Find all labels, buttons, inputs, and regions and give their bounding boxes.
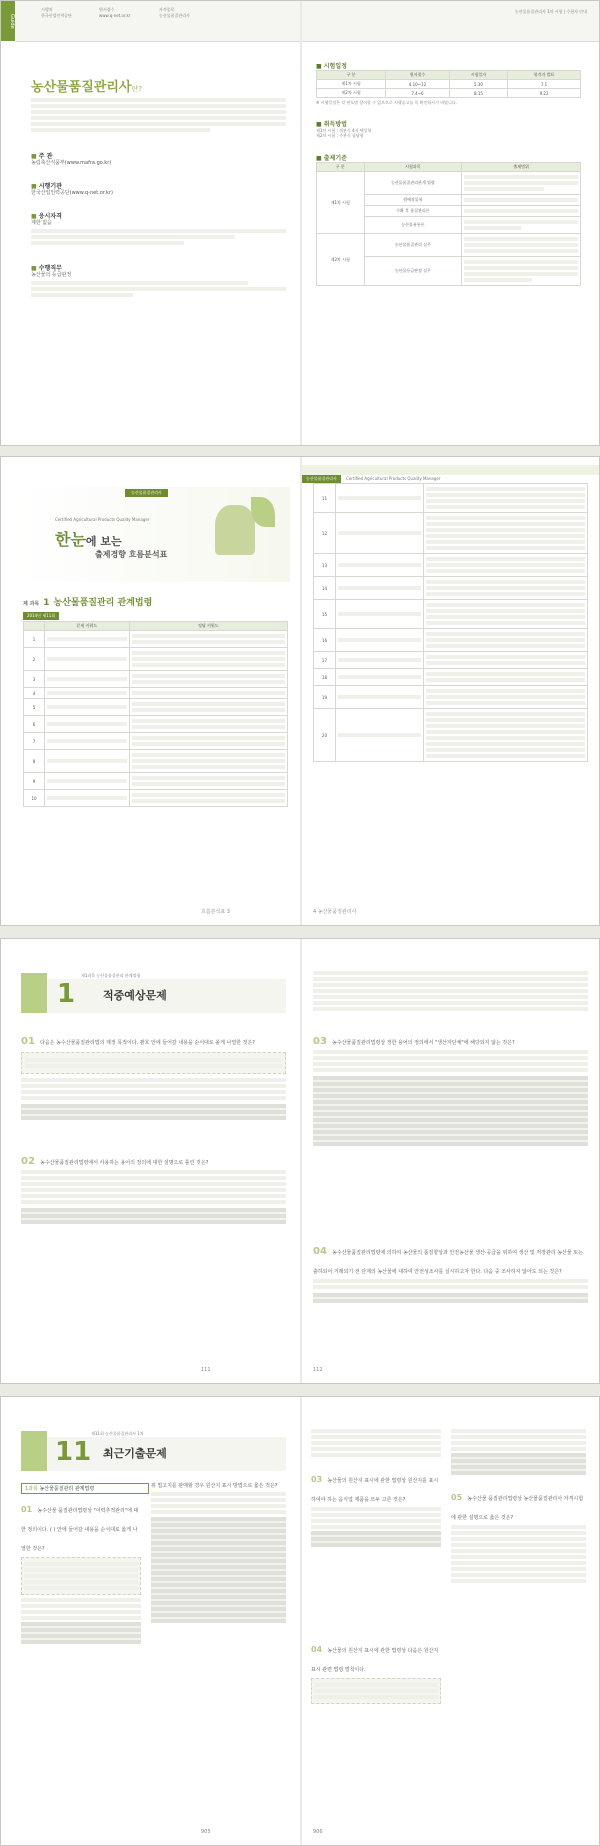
question-mid: 위 법고지를 판매할 경우 원산지 표시 방법으로 옳은 것은? xyxy=(151,1483,286,1625)
table-row: 3 xyxy=(24,671,288,688)
chapter-number: 11 xyxy=(55,1437,92,1467)
question-03: 03 농산물의 원산지 표시에 관한 법령상 원산지를 표시하여야 하는 음식업 제품을 모두 고른 것은? xyxy=(311,1427,441,1549)
schedule-heading: 시험일정 xyxy=(323,63,347,70)
table-row: 10 xyxy=(24,790,288,807)
page-number-left: 905 xyxy=(201,1829,211,1835)
banner-caption: Certified Agricultural Products Quality Manager xyxy=(55,517,150,522)
chapter-banner xyxy=(21,973,286,1013)
question-01: 01 다음은 농수산물품질관리법의 제정 목적이다. 괄호 안에 들어갈 내용을 순서대로 올게 나열한 것은? xyxy=(21,1029,286,1122)
page-number-right: 112 xyxy=(313,1367,323,1373)
right-header xyxy=(302,465,599,481)
subject-tag: 1과목 농산물품질관리 관계법령 xyxy=(21,1483,149,1494)
banner xyxy=(15,487,290,582)
banner-title: 한눈에 보는 xyxy=(55,530,122,549)
method-section: ■ 취득방법 제1차 시험 : 객관식 4지 택일형 제2차 시험 : 주관식 필답형 xyxy=(316,119,581,138)
chapter-banner xyxy=(21,1431,286,1471)
table-row: 5 xyxy=(24,699,288,716)
schedule-section: ■ 시험일정 구 분 원서접수 시험일자 합격자 발표 제1차 시험 4.10~12 5.30 7.1 제2차 시험 7.4~6 8.15 9.22 ※ 시행일정은 각 연도별 상이할 수 있으므로 시행공고를 꼭 확인하시기 바랍니다. xyxy=(316,61,581,105)
page-number-right: 906 xyxy=(313,1829,323,1835)
table-row: 12 xyxy=(314,513,588,554)
chapter-caption: 제1과목 농산물품질관리 관계법령 xyxy=(81,973,141,978)
method-item: 제2차 시험 : 주관식 필답형 xyxy=(316,133,364,138)
right-caption: Certified Agricultural Products Quality Manager xyxy=(346,476,441,481)
question-04: 04 농산물의 원산지 표시에 관한 법령상 다음은 원산지 표시 관련 법령 벌칙이다. xyxy=(311,1637,441,1707)
schedule-note: ※ 시행일정은 각 연도별 상이할 수 있으므로 시행공고를 꼭 확인하시기 바랍니다. xyxy=(316,100,457,105)
header-right: 농산물품질관리사 1차 시험 | 수험자 안내 xyxy=(514,9,587,14)
intro-text xyxy=(31,96,286,134)
leaf-icon xyxy=(21,973,47,1013)
table-row: 16 xyxy=(314,629,588,652)
table-row: 9 xyxy=(24,773,288,790)
section-heading: 최근기출문제 xyxy=(103,1447,167,1460)
header-cell: 자격종목 농산물품질관리사 xyxy=(159,7,190,18)
banner-subtitle: 출제경향 흐름분석표 xyxy=(95,550,168,559)
trend-table-left: 문제 키워드 정답 키워드 1 2 3 4 5 6 7 8 9 10 xyxy=(23,621,288,807)
section-heading: 적중예상문제 xyxy=(103,989,167,1002)
trend-table-right xyxy=(313,483,588,762)
table-row: 11 xyxy=(314,484,588,513)
side-tab-label: Guide xyxy=(9,13,15,29)
tree-illustration xyxy=(215,505,255,555)
right-tab: 농산물품질관리사 xyxy=(302,475,341,483)
table-row: 8 xyxy=(24,750,288,773)
chapter-caption: 제11회 농산물품질관리사 1차 xyxy=(91,1431,144,1436)
section-eligibility: ■ 응시자격 제한 없음 xyxy=(31,211,286,247)
section-duties: ■ 수행직무 농산물의 등급판정 xyxy=(31,263,286,299)
gutter xyxy=(300,1397,302,1845)
table-row: 6 xyxy=(24,716,288,733)
header-cell: 원서접수 www.q-net.or.kr xyxy=(99,7,131,18)
table-row: 농산물등급판정 실무 xyxy=(317,257,581,286)
chapter-number: 1 xyxy=(57,979,76,1009)
spread-guide xyxy=(0,0,600,446)
schedule-table: 구 분 원서접수 시험일자 합격자 발표 제1차 시험 4.10~12 5.30 7.1 제2차 시험 7.4~6 8.15 9.22 xyxy=(316,70,581,98)
scope-heading: 출제기준 xyxy=(323,155,347,162)
gutter xyxy=(300,939,302,1383)
table-row: 제2차 시험 7.4~6 8.15 9.22 xyxy=(317,89,581,98)
page-number-right: 4 농산물품질관리사 xyxy=(313,909,357,915)
method-item: 제1차 시험 : 객관식 4지 택일형 xyxy=(316,128,372,133)
table-row: 19 xyxy=(314,686,588,709)
chapter-title: 제 과목 1 농산물품질관리 관계법령 xyxy=(23,598,153,608)
table-row: 제1차 시험 농산물품질관리관계 법령 xyxy=(317,172,581,195)
method-heading: 취득방법 xyxy=(323,121,347,128)
header-cell: 시행처 한국산업인력공단 xyxy=(41,7,72,18)
table-row: 15 xyxy=(314,600,588,629)
question-01: 01 농수산물 품질관리법령상 "이력추적관리"에 대한 정의이다. ( ) 안에 들어갈 내용을 순서대로 옳게 나열한 것은? xyxy=(21,1497,141,1646)
section-organizer: ■ 주 관 농림축산식품부(www.mafra.go.kr) xyxy=(31,153,112,166)
banner-tab: 농산물품질관리사 xyxy=(125,489,168,497)
continued-explanation xyxy=(313,969,588,1013)
table-row: 원예작물학 xyxy=(317,195,581,206)
question-03: 03 농수산물품질관리법령상 정한 용어의 정의에서 "생산자단체"에 해당되지 않는 것은? xyxy=(313,1029,588,1148)
spread-past-exam xyxy=(0,1396,600,1846)
table-row: 제1차 시험 4.10~12 5.30 7.1 xyxy=(317,80,581,89)
page-number-left: 111 xyxy=(201,1367,211,1373)
table-row: 18 xyxy=(314,669,588,686)
table-row: 1 xyxy=(24,631,288,648)
gutter xyxy=(300,457,302,925)
spread-practice xyxy=(0,938,600,1384)
scope-section: ■ 출제기준 구 분 시험과목 출제범위 제1차 시험 농산물품질관리관계 법령 원예작물학 수확 후 품질관리론 농산물유통론 제2차 시험 농산물품질관리 실무 농산물등급판정 실무 xyxy=(316,153,581,286)
table-row: 4 xyxy=(24,688,288,699)
gutter xyxy=(300,1,302,445)
table-row: 농산물유통론 xyxy=(317,217,581,234)
page-title: 농산물품질관리사란? xyxy=(31,80,142,95)
scope-table: 구 분 시험과목 출제범위 제1차 시험 농산물품질관리관계 법령 원예작물학 수확 후 품질관리론 농산물유통론 제2차 시험 농산물품질관리 실무 농산물등급판정 실무 xyxy=(316,162,581,286)
table-row: 17 xyxy=(314,652,588,669)
section-agency: ■ 시행기관 한국산업인력공단(www.q-net.or.kr) xyxy=(31,183,113,196)
question-04: 04 농수산물품질관리법령에 의하여 농산물의 품질향상과 안전농산물 생산·공급을 위하여 생산 및 저장관리 농산물 또는 출하되어 거래되기 전 단계의 농산물에 대하여 안전성조사를 실시하고자 한다. 다음 중 조사하지 않아도 되는 것은? xyxy=(313,1239,588,1305)
table-row: 제2차 시험 농산물품질관리 실무 xyxy=(317,234,581,257)
table-row: 수확 후 품질관리론 xyxy=(317,206,581,217)
question-02: 02 농수산물품질관리법령에서 사용하는 용어의 정의에 대한 설명으로 틀린 것은? xyxy=(21,1149,286,1226)
table-row: 13 xyxy=(314,554,588,577)
page-number-left: 흐름분석표 3 xyxy=(201,909,230,915)
leaf-icon xyxy=(21,1431,47,1471)
table-row: 14 xyxy=(314,577,588,600)
side-tab xyxy=(1,1,15,41)
year-tag: 2014년 제11회 xyxy=(23,612,59,620)
table-row: 20 xyxy=(314,709,588,762)
table-row: 7 xyxy=(24,733,288,750)
spread-trend-table xyxy=(0,456,600,926)
table-row: 2 xyxy=(24,648,288,671)
header-band xyxy=(15,1,300,42)
question-05: 05 농수산물 품질관리법령상 농산물품질관리사 자격시험에 관한 설명으로 옳은 것은? xyxy=(451,1427,586,1585)
